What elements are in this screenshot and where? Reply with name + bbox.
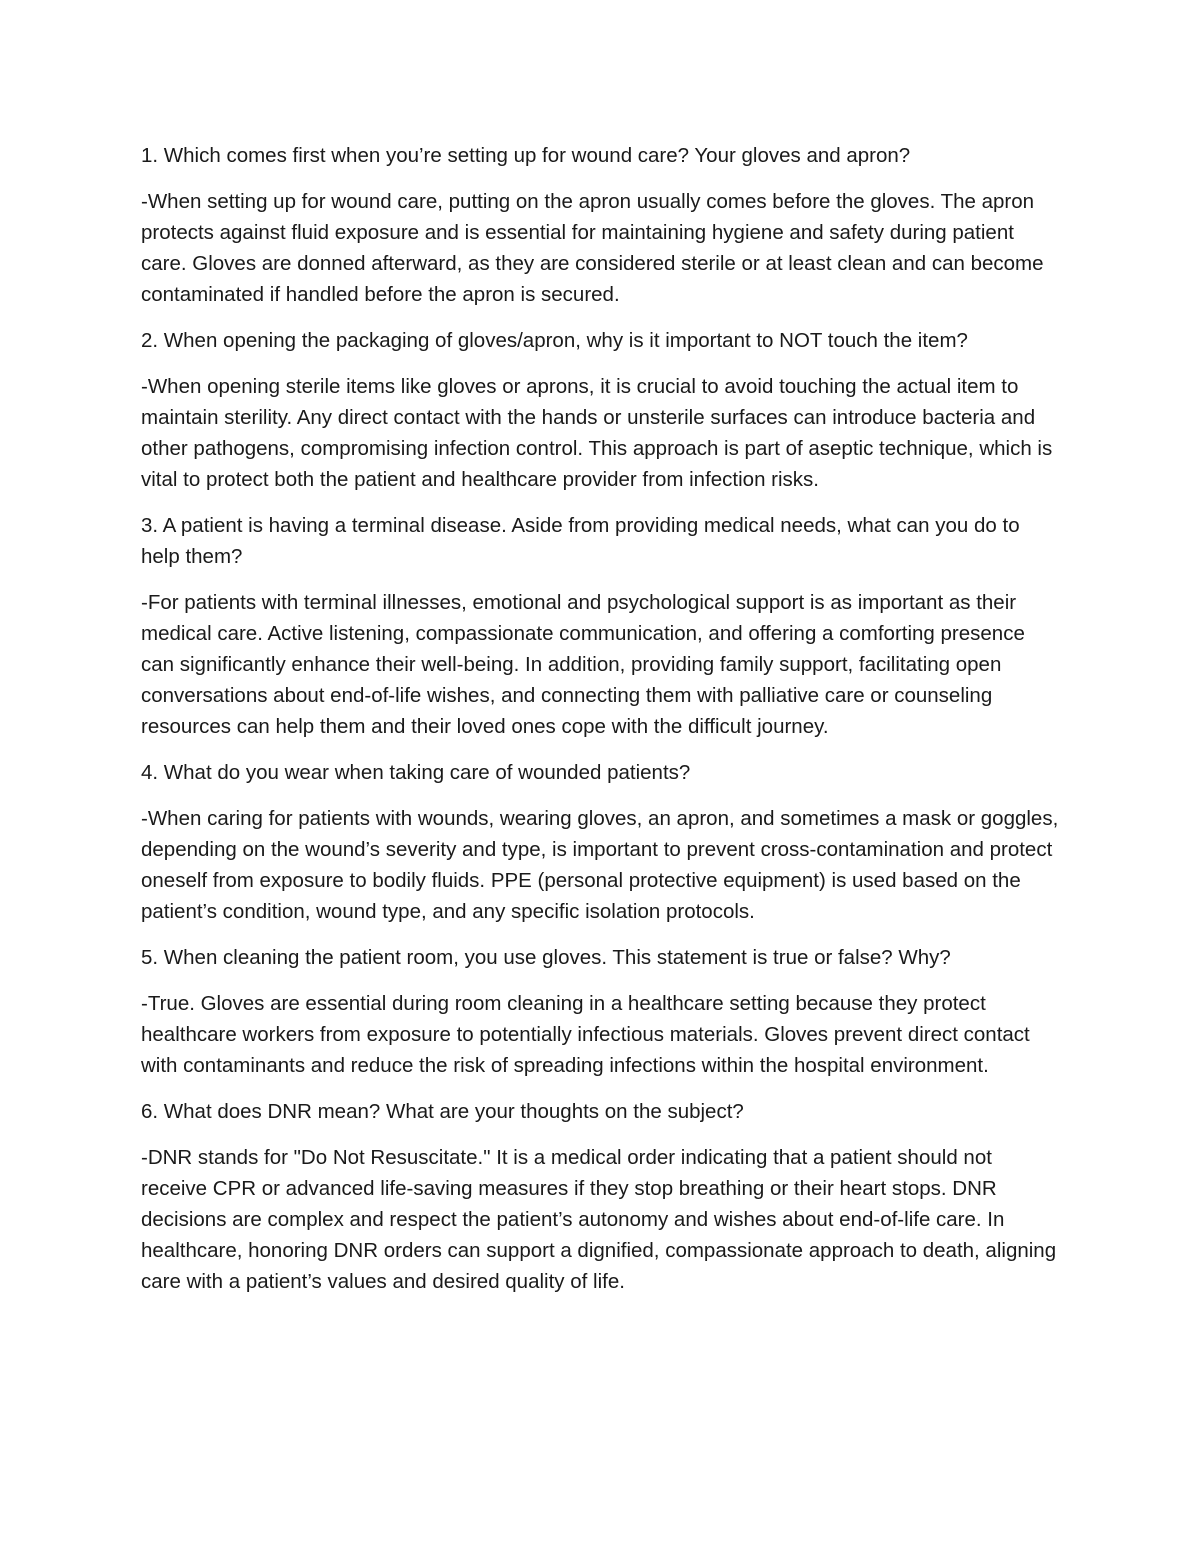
answer-3: -For patients with terminal illnesses, emotional and psychological support is as important as their medical care. Active listening, compassionate communication, and offering a comforting presence can significantly enhance their well-being. In addition, providing family support, facilitating open conversations about end-of-life wishes, and connecting them with palliative care or counseling resources can help them and their loved ones cope with the difficult journey. xyxy=(141,591,1025,738)
question-2: 2. When opening the packaging of gloves/apron, why is it important to NOT touch the item? xyxy=(141,329,968,352)
answer-2: -When opening sterile items like gloves or aprons, it is crucial to avoid touching the actual item to maintain sterility. Any direct contact with the hands or unsterile surfaces can introduce bacteria and other pathogens, compromising infection control. This approach is part of aseptic technique, which is vital to protect both the patient and healthcare provider from infection risks. xyxy=(141,375,1053,491)
question-1: 1. Which comes first when you’re setting up for wound care? Your gloves and apron? xyxy=(141,144,911,167)
question-3: 3. A patient is having a terminal disease. Aside from providing medical needs, what can you do to help them? xyxy=(141,514,1020,568)
answer-5: -True. Gloves are essential during room cleaning in a healthcare setting because they protect healthcare workers from exposure to potentially infectious materials. Gloves prevent direct contact with contaminants and reduce the risk of spreading infections within the hospital environment. xyxy=(141,992,1030,1077)
answer-4: -When caring for patients with wounds, wearing gloves, an apron, and sometimes a mask or goggles, depending on the wound’s severity and type, is important to prevent cross-contamination and protect oneself from exposure to bodily fluids. PPE (personal protective equipment) is used based on the patient’s condition, wound type, and any specific isolation protocols. xyxy=(141,807,1059,923)
answer-1: -When setting up for wound care, putting on the apron usually comes before the gloves. The apron protects against fluid exposure and is essential for maintaining hygiene and safety during patient care. Gloves are donned afterward, as they are considered sterile or at least clean and can become contaminated if handled before the apron is secured. xyxy=(141,190,1044,306)
question-5: 5. When cleaning the patient room, you use gloves. This statement is true or false? Why? xyxy=(141,946,951,969)
question-6: 6. What does DNR mean? What are your thoughts on the subject? xyxy=(141,1100,744,1123)
question-4: 4. What do you wear when taking care of wounded patients? xyxy=(141,761,691,784)
answer-6: -DNR stands for "Do Not Resuscitate." It is a medical order indicating that a patient should not receive CPR or advanced life-saving measures if they stop breathing or their heart stops. DNR decisions are complex and respect the patient’s autonomy and wishes about end-of-life care. In healthcare, honoring DNR orders can support a dignified, compassionate approach to death, aligning care with a patient’s values and desired quality of life. xyxy=(141,1146,1057,1293)
document-page xyxy=(141,140,1061,1312)
